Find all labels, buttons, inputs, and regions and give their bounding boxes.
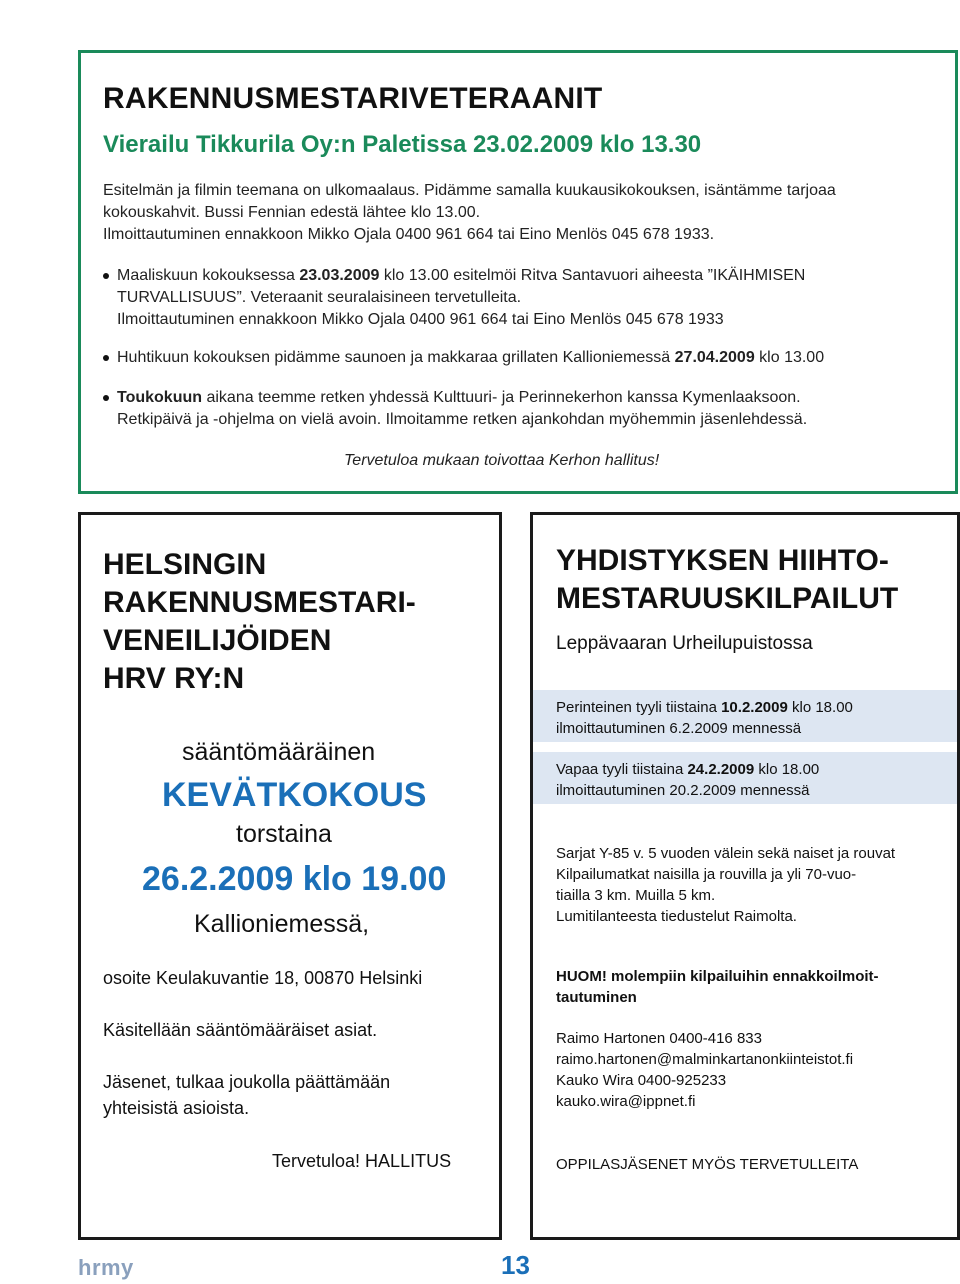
meeting-datetime: 26.2.2009 klo 19.00 [142,860,447,898]
classic-style-registration: ilmoittautuminen 6.2.2009 mennessä [556,720,802,737]
contact-email-1: raimo.hartonen@malminkartanonkiinteistot.fi [556,1051,854,1068]
classic-style-date: Perinteinen tyyli tiistaina 10.2.2009 klo 18.00 [556,699,853,716]
contact-email-2: kauko.wira@ippnet.fi [556,1093,696,1110]
series-line-3: tiailla 3 km. Muilla 5 km. [556,887,716,904]
bullet-march: Maaliskuun kokouksessa 23.03.2009 klo 13.00 esitelmöi Ritva Santavuori aiheesta ”IKÄIHMISEN [103,265,805,287]
free-style-date: Vapaa tyyli tiistaina 24.2.2009 klo 18.00 [556,761,820,778]
bullet-dot [103,395,109,401]
ski-heading-line-2: MESTARUUSKILPAILUT [556,582,899,615]
meeting-name: KEVÄTKOKOUS [162,776,427,814]
meeting-type: sääntömääräinen [182,738,376,766]
series-line-2: Kilpailumatkat naisilla ja rouvilla ja yli 70-vuo- [556,866,857,883]
bullet-april: Huhtikuun kokouksen pidämme saunoen ja makkaraa grillaten Kallioniemessä 27.04.2009 klo 13.00 [103,347,824,369]
intro-line-1: Esitelmän ja filmin teemana on ulkomaalaus. Pidämme samalla kuukausikokouksen, isäntämme tarjoaa [103,182,836,199]
hrmy-logo: hrmy [78,1255,134,1280]
bullet-may: Toukokuun aikana teemme retken yhdessä Kulttuuri- ja Perinnekerhon kanssa Kymenlaaksoon. [103,387,801,409]
ski-heading-line-1: YHDISTYKSEN HIIHTO- [556,544,889,577]
bullet-march-line2: TURVALLISUUS”. Veteraanit seuralaisineen tervetulleita. [117,289,522,306]
series-line-1: Sarjat Y-85 v. 5 vuoden välein sekä naiset ja rouvat [556,845,896,862]
intro-line-2: kokouskahvit. Bussi Fennian edestä lähtee klo 13.00. [103,204,481,221]
page-number: 13 [501,1250,530,1280]
bullet-dot [103,355,109,361]
notice-line-1: HUOM! molempiin kilpailuihin ennakkoilmoit- [556,968,879,985]
meeting-heading-line-1: HELSINGIN [103,548,267,581]
meeting-agenda: Käsitellään sääntömääräiset asiat. [103,1020,378,1040]
meeting-heading-line-2: RAKENNUSMESTARI- [103,586,416,619]
intro-line-3: Ilmoittautuminen ennakkoon Mikko Ojala 0400 961 664 tai Eino Menlös 045 678 1933. [103,226,715,243]
meeting-signature: Tervetuloa! HALLITUS [272,1151,452,1171]
meeting-heading-line-4: HRV RY:N [103,662,245,695]
meeting-invite-line-2: yhteisistä asioista. [103,1098,250,1118]
students-welcome: OPPILASJÄSENET MYÖS TERVETULLEITA [556,1156,859,1173]
meeting-heading-line-3: VENEILIJÖIDEN [103,624,332,657]
meeting-invite-line-1: Jäsenet, tulkaa joukolla päättämään [103,1072,391,1092]
free-style-registration: ilmoittautuminen 20.2.2009 mennessä [556,782,810,799]
bullet-march-line3: Ilmoittautuminen ennakkoon Mikko Ojala 0400 961 664 tai Eino Menlös 045 678 1933 [117,311,724,328]
series-line-4: Lumitilanteesta tiedustelut Raimolta. [556,908,797,925]
bullet-dot [103,273,109,279]
contact-line-1: Raimo Hartonen 0400-416 833 [556,1030,762,1047]
contact-line-2: Kauko Wira 0400-925233 [556,1072,727,1089]
closing-greeting: Tervetuloa mukaan toivottaa Kerhon hallitus! [344,452,660,469]
veterans-title: RAKENNUSMESTARIVETERAANIT [103,82,603,115]
ski-venue: Leppävaaran Urheilupuistossa [556,633,813,654]
visit-subtitle: Vierailu Tikkurila Oy:n Paletissa 23.02.2009 klo 13.30 [103,131,702,158]
meeting-location: Kallioniemessä, [194,910,370,938]
meeting-address: osoite Keulakuvantie 18, 00870 Helsinki [103,968,423,988]
bullet-may-line2: Retkipäivä ja -ohjelma on vielä avoin. Ilmoitamme retken ajankohdan myöhemmin jäsenlehdessä. [117,411,808,428]
notice-line-2: tautuminen [556,989,637,1006]
meeting-weekday: torstaina [236,820,332,848]
